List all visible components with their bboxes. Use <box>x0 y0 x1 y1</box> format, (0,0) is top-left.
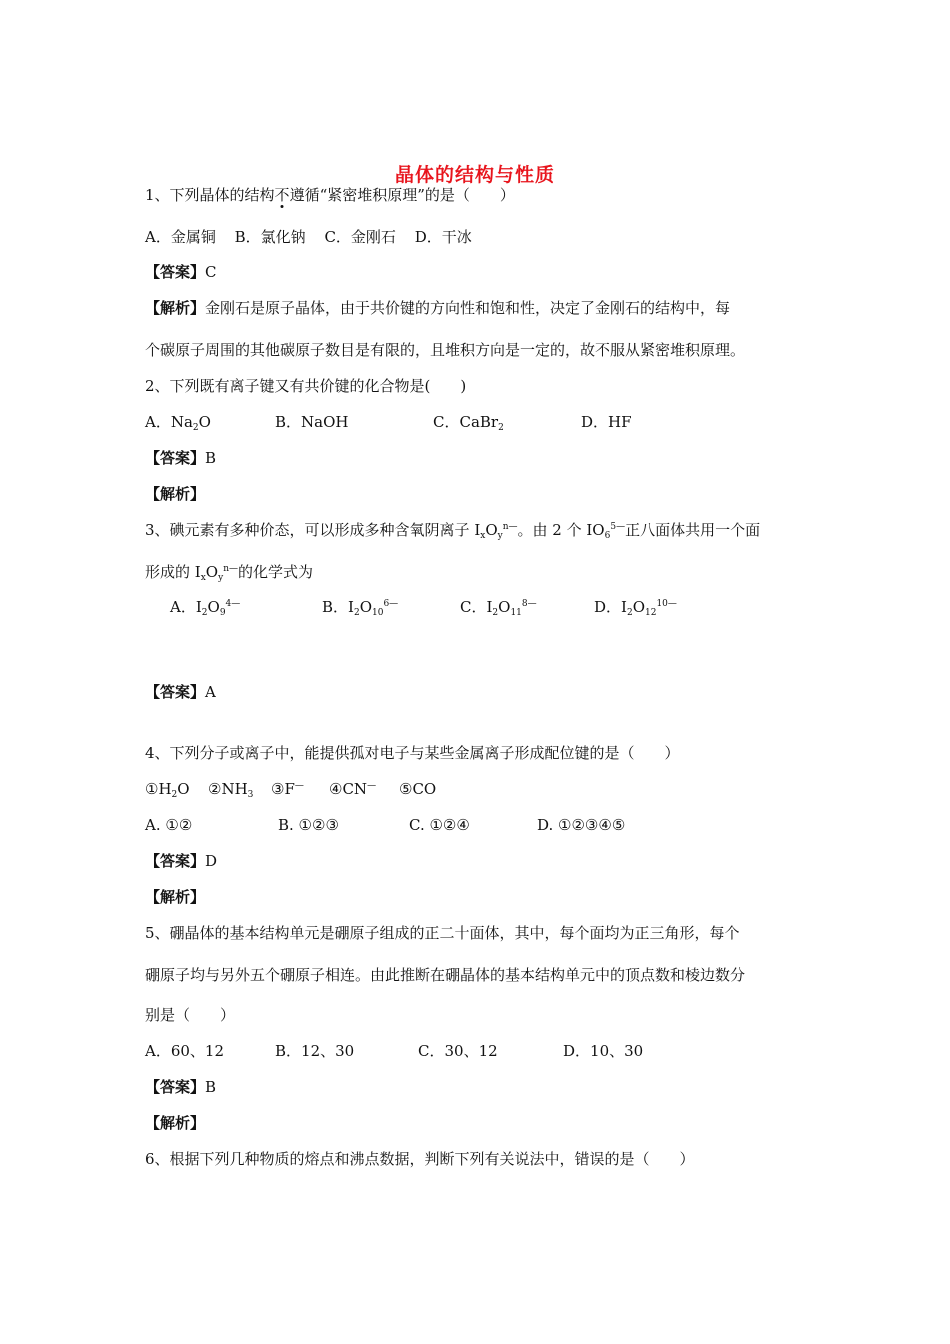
option-a: A．60、12 <box>145 1042 225 1060</box>
option-b: B．NaOH <box>275 413 349 431</box>
option-d: D．10、30 <box>563 1042 644 1060</box>
question-1-analysis: 【解析】金刚石是原子晶体，由于共价键的方向性和饱和性，决定了金刚石的结构中，每 <box>145 299 731 317</box>
question-4-items <box>145 779 436 799</box>
option-c: C．30、12 <box>418 1042 498 1060</box>
question-5-stem: 5、硼晶体的基本结构单元是硼原子组成的正二十面体，其中，每个面均为正三角形，每个 <box>145 924 740 942</box>
question-1-analysis-cont: 个碳原子周围的其他碳原子数目是有限的，且堆积方向是一定的，故不服从紧密堆积原理。 <box>145 341 746 359</box>
question-4-analysis: 【解析】 <box>145 888 206 906</box>
item-3: ③F— <box>271 780 304 798</box>
option-a: A. ①② <box>145 816 193 834</box>
item-2: $②NH_3$ <box>208 780 254 800</box>
option-d: D. ①②③④⑤ <box>537 816 626 834</box>
question-4-stem: 4、下列分子或离子中，能提供孤对电子与某些金属离子形成配位键的是（ ） <box>145 744 680 762</box>
option-b: B．12、30 <box>275 1042 355 1060</box>
question-1-options <box>145 227 472 247</box>
question-3-options <box>170 597 677 617</box>
option-d: D．干冰 <box>414 228 472 246</box>
question-5-stem-end: 别是（ ） <box>145 1006 236 1024</box>
question-5-stem-cont: 硼原子均与另外五个硼原子相连。由此推断在硼晶体的基本结构单元中的顶点数和棱边数分 <box>145 966 746 984</box>
question-2-options <box>145 412 632 432</box>
question-2-stem: 2、下列既有离子键又有共价键的化合物是( ) <box>145 377 467 395</box>
option-a: A．$Na_2O$ <box>145 413 211 433</box>
option-b: B. ①②③ <box>278 816 339 834</box>
option-c: C．$I_2O_{11}^{8—}$ <box>460 598 537 618</box>
option-c: C．CaBr$_2$ <box>433 413 504 433</box>
question-3-stem: 3、碘元素有多种价态，可以形成多种含氧阴离子 $I_xO_y^{n—}$。由 2 个 $IO_6^{5—}$正八面体共用一个面 <box>145 521 761 541</box>
item-1: $①H_2O$ <box>145 780 190 800</box>
option-a: A．$I_2O_9^{4—}$ <box>170 598 241 618</box>
question-5-analysis: 【解析】 <box>145 1114 206 1132</box>
question-3-answer: 【答案】A <box>145 683 216 701</box>
option-d: D．HF <box>581 413 632 431</box>
question-4-options <box>145 815 625 835</box>
question-3-stem-cont: 形成的 $I_xO_y^{n—}$的化学式为 <box>145 563 313 583</box>
page-title: 晶体的结构与性质 <box>394 164 555 186</box>
question-2-answer: 【答案】B <box>145 449 217 467</box>
option-c: C．金刚石 <box>324 228 396 246</box>
question-1-stem: 1、下列晶体的结构不遵循“紧密堆积原理”的是（ ） <box>145 186 515 204</box>
option-c: C. ①②④ <box>409 816 470 834</box>
option-a: A．金属铜 <box>145 228 216 246</box>
question-2-analysis: 【解析】 <box>145 485 206 503</box>
question-1-answer: 【答案】C <box>145 263 217 281</box>
option-b: B．氯化钠 <box>234 228 306 246</box>
item-5: ⑤CO <box>399 780 437 798</box>
option-b: B．$I_2O_{10}^{6—}$ <box>322 598 399 618</box>
question-5-options <box>145 1041 643 1061</box>
option-d: D．$I_2O_{12}^{10—}$ <box>594 598 677 618</box>
item-4: ④CN— <box>329 780 377 798</box>
question-6-stem: 6、根据下列几种物质的熔点和沸点数据，判断下列有关说法中，错误的是（ ） <box>145 1150 695 1168</box>
question-4-answer: 【答案】D <box>145 852 218 870</box>
question-5-answer: 【答案】B <box>145 1078 217 1096</box>
